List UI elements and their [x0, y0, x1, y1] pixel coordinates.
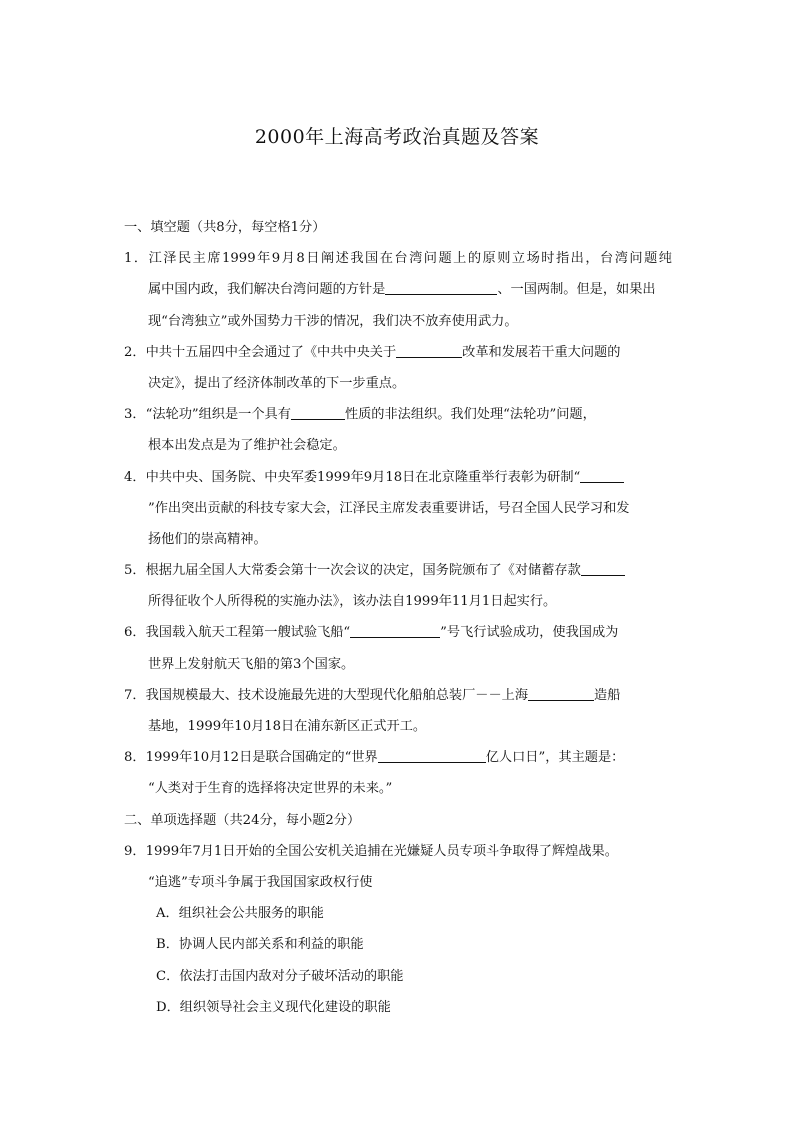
answer-blank[interactable] — [350, 624, 440, 638]
q9-line2: “追逃”专项斗争属于我国国家政权行使 — [148, 874, 373, 890]
q9-option-a: A．组织社会公共服务的职能 — [156, 906, 324, 922]
q3-text-b: 性质的非法组织。我们处理“法轮功”问题， — [344, 407, 596, 423]
answer-blank[interactable] — [528, 687, 594, 701]
q5-line1 — [124, 555, 672, 586]
q3-text-a: 3．“法轮功”组织是一个具有 — [124, 407, 291, 423]
q4-line2: ”作出突出贡献的科技专家大会，江泽民主席发表重要讲话，号召全国人民学习和发 — [148, 500, 630, 516]
q4-text-a: 4．中共中央、国务院、中央军委1999年9月18日在北京隆重举行表彰为研制“ — [124, 469, 581, 485]
q3-line1 — [124, 399, 672, 430]
q7-text-b: 造船 — [594, 687, 621, 703]
answer-blank[interactable] — [291, 406, 345, 420]
q6-line1 — [124, 617, 672, 648]
q2-line1 — [124, 337, 672, 368]
answer-blank[interactable] — [378, 749, 486, 763]
q1-text-b: 、一国两制。但是，如果出 — [497, 282, 656, 298]
q9-option-c: C．依法打击国内敌对分子破坏活动的职能 — [156, 968, 404, 984]
q7-line2: 基地，1999年10月18日在浦东新区正式开工。 — [148, 719, 427, 734]
section-heading-single-choice: 二、单项选择题（共24分，每小题2分） — [124, 812, 361, 828]
q8-text-b: 亿人口日”，其主题是： — [485, 750, 625, 766]
q6-text-b: ”号飞行试验成功，使我国成为 — [440, 625, 619, 641]
answer-blank[interactable] — [385, 281, 497, 295]
exam-content — [124, 212, 672, 1023]
q8-text-a: 8．1999年10月12日是联合国确定的“世界 — [124, 750, 378, 766]
q7-line1 — [124, 680, 672, 711]
q9-option-d: D．组织领导社会主义现代化建设的职能 — [156, 999, 391, 1015]
q1-line2 — [124, 274, 672, 305]
section-heading-fill-in: 一、填空题（共8分，每空格1分） — [124, 220, 326, 235]
answer-blank[interactable] — [580, 469, 624, 483]
q9-option-b: B．协调人民内部关系和利益的职能 — [156, 937, 364, 953]
q2-line2: 决定》，提出了经济体制改革的下一步重点。 — [148, 375, 406, 391]
q5-line2: 所得征收个人所得税的实施办法》，该办法自1999年11月1日起实行。 — [148, 594, 557, 610]
q1-text-a: 属中国内政，我们解决台湾问题的方针是 — [148, 282, 386, 298]
q1-line3: 现“台湾独立”或外国势力干涉的情况，我们决不放弃使用武力。 — [148, 313, 518, 329]
q7-text-a: 7．我国规模最大、技术设施最先进的大型现代化船舶总装厂－－上海 — [124, 687, 529, 703]
q4-line1 — [124, 462, 672, 493]
q6-text-a: 6．我国载入航天工程第一艘试验飞船“ — [124, 625, 351, 641]
page-title: 2000年上海高考政治真题及答案 — [254, 126, 540, 148]
q3-line2: 根本出发点是为了维护社会稳定。 — [148, 438, 346, 454]
q1-line1: 1．江泽民主席1999年9月8日阐述我国在台湾问题上的原则立场时指出，台湾问题纯 — [124, 251, 672, 267]
q8-line2: “人类对于生育的选择将决定世界的未来。” — [148, 781, 393, 797]
q4-line3: 扬他们的崇高精神。 — [148, 531, 267, 547]
q6-line2: 世界上发射航天飞船的第3个国家。 — [148, 656, 355, 672]
answer-blank[interactable] — [396, 344, 462, 358]
q5-text-a: 5．根据九届全国人大常委会第十一次会议的决定，国务院颁布了《对储蓄存款 — [124, 563, 581, 579]
q2-text-a: 2．中共十五届四中全会通过了《中共中央关于 — [124, 344, 397, 360]
q8-line1 — [124, 742, 672, 773]
answer-blank[interactable] — [581, 562, 625, 576]
q9-line1: 9．1999年7月1日开始的全国公安机关追捕在光嫌疑人员专项斗争取得了辉煌战果。 — [124, 843, 618, 859]
q2-text-b: 改革和发展若干重大问题的 — [462, 344, 621, 360]
